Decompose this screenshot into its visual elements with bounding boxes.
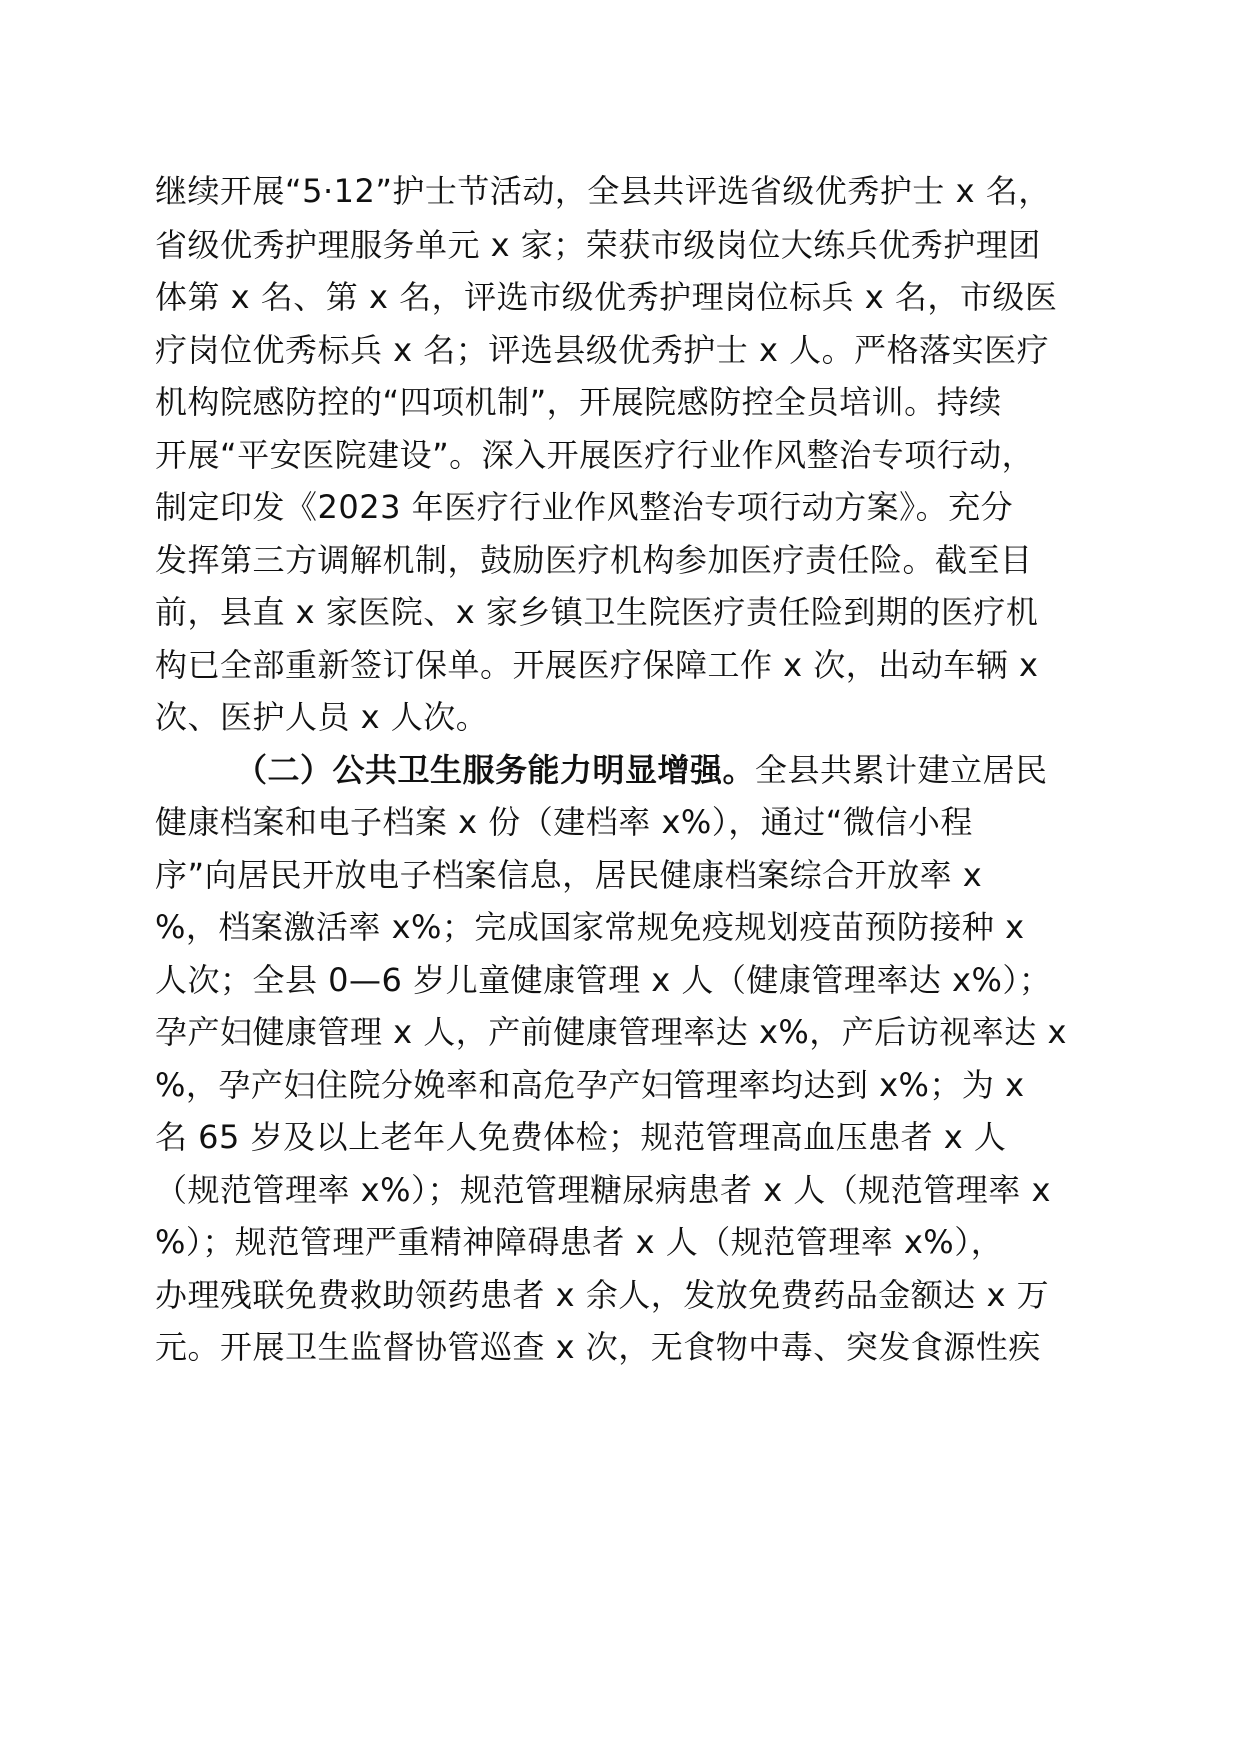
paragraph1-line-10: 构已全部重新签订保单。开展医疗保障工作 x 次，出动车辆 x xyxy=(155,646,1039,684)
paragraph2-line-12: 元。开展卫生监督协管巡查 x 次，无食物中毒、突发食源性疾 xyxy=(155,1328,1041,1366)
paragraph1-line-11: 次、医护人员 x 人次。 xyxy=(155,698,489,736)
paragraph1-line-9: 前，县直 x 家医院、x 家乡镇卫生院医疗责任险到期的医疗机 xyxy=(155,593,1039,631)
paragraph1-line-5: 机构院感防控的“四项机制”，开展院感防控全员培训。持续 xyxy=(155,383,1002,421)
paragraph1-line-2: 省级优秀护理服务单元 x 家；荣获市级岗位大练兵优秀护理团 xyxy=(155,226,1041,264)
paragraph2-line-3: 序”向居民开放电子档案信息，居民健康档案综合开放率 x xyxy=(155,856,983,894)
paragraph2-first-line-text: 全县共累计建立居民 xyxy=(755,751,1048,789)
paragraph2-line-4: %，档案激活率 x%；完成国家常规免疫规划疫苗预防接种 x xyxy=(155,908,1025,946)
paragraph2-first-line xyxy=(235,741,1175,799)
paragraph1-line-8: 发挥第三方调解机制，鼓励医疗机构参加医疗责任险。截至目 xyxy=(155,541,1033,579)
paragraph2-line-9: （规范管理率 x%）；规范管理糖尿病患者 x 人（规范管理率 x xyxy=(155,1171,1051,1209)
paragraph2-line-6: 孕产妇健康管理 x 人，产前健康管理率达 x%，产后访视率达 x xyxy=(155,1013,1067,1051)
paragraph1-line-6: 开展“平安医院建设”。深入开展医疗行业作风整治专项行动， xyxy=(155,436,1035,474)
paragraph1-line-7: 制定印发《2023 年医疗行业作风整治专项行动方案》。充分 xyxy=(155,488,1014,526)
paragraph1-line-3: 体第 x 名、第 x 名，评选市级优秀护理岗位标兵 x 名，市级医 xyxy=(155,278,1058,316)
paragraph2-line-7: %，孕产妇住院分娩率和高危孕产妇管理率均达到 x%；为 x xyxy=(155,1066,1025,1104)
paragraph1-line-1: 继续开展“5·12”护士节活动，全县共评选省级优秀护士 x 名， xyxy=(155,172,1051,210)
paragraph2-line-5: 人次；全县 0—6 岁儿童健康管理 x 人（健康管理率达 x%）； xyxy=(155,961,1052,999)
paragraph1-line-4: 疗岗位优秀标兵 x 名；评选县级优秀护士 x 人。严格落实医疗 xyxy=(155,331,1050,369)
paragraph2-line-11: 办理残联免费救助领药患者 x 余人，发放免费药品金额达 x 万 xyxy=(155,1276,1050,1314)
section-heading: （二）公共卫生服务能力明显增强。 xyxy=(235,751,756,789)
paragraph2-line-10: %）；规范管理严重精神障碍患者 x 人（规范管理率 x%）， xyxy=(155,1223,1004,1261)
paragraph2-line-2: 健康档案和电子档案 x 份（建档率 x%），通过“微信小程 xyxy=(155,803,973,841)
paragraph2-line-8: 名 65 岁及以上老年人免费体检；规范管理高血压患者 x 人 xyxy=(155,1118,1007,1156)
